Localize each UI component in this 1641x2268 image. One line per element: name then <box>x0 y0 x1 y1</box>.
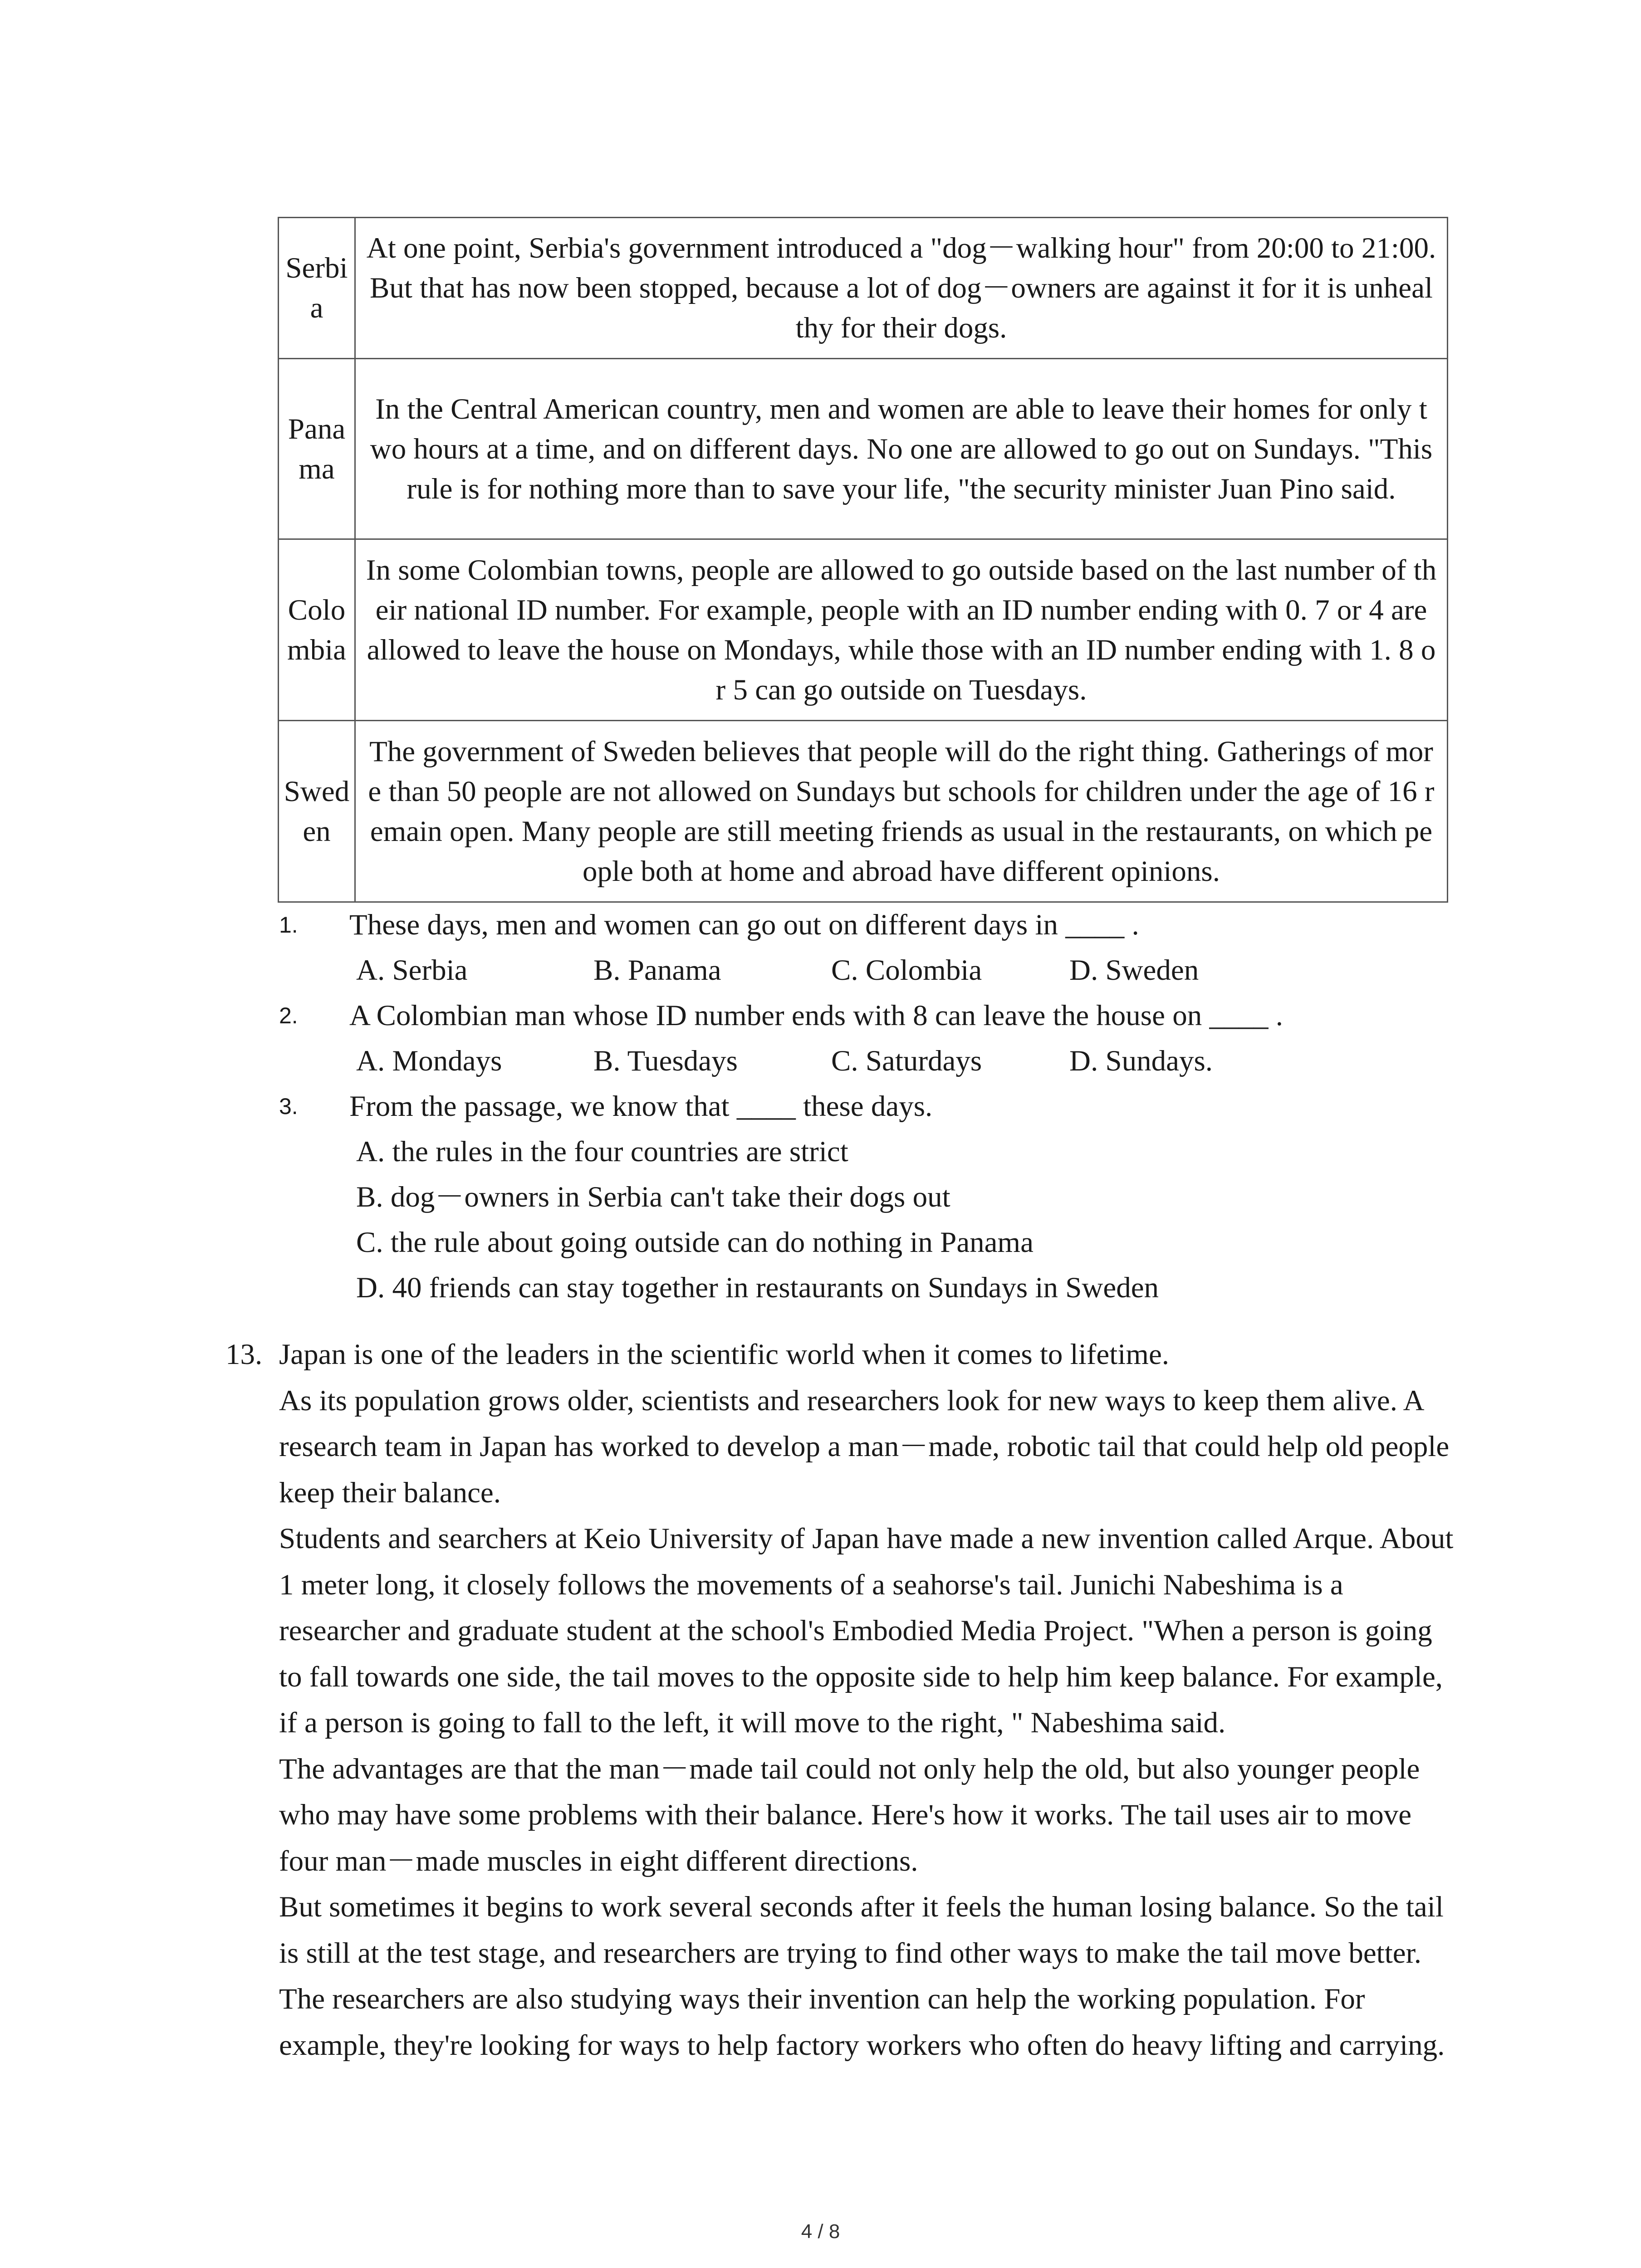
option-d: D. Sweden <box>1069 954 1199 987</box>
country-cell: Colombia <box>279 539 355 721</box>
rule-description-cell: In some Colombian towns, people are allowed to go outside based on the last number of their national ID number. For example, people with an ID number ending with 0. 7 or 4 are allowed to leave the house on Mondays, while those with an ID number ending with 1. 8 or 5 can go outside on Tuesdays. <box>355 539 1448 721</box>
country-cell: Panama <box>279 359 355 539</box>
passage-paragraph: But sometimes it begins to work several seconds after it feels the human losing balance. So the tail is still at the test stage, and researchers are trying to find other ways to make the tail move better. <box>279 1891 1444 1970</box>
option-b: B. Panama <box>593 954 721 987</box>
country-rules-table <box>278 217 1448 903</box>
table-row <box>279 218 1448 359</box>
question-number: 1. <box>279 912 298 938</box>
page-number: 4 / 8 <box>801 2220 840 2243</box>
table-row <box>279 359 1448 539</box>
rule-description-cell: At one point, Serbia's government introduced a "dog－walking hour" from 20:00 to 21:00. But that has now been stopped, because a lot of dog－owners are against it for it is unhealthy for their dogs. <box>355 218 1448 359</box>
passage-paragraph: Students and searchers at Keio University of Japan have made a new invention called Arque. About 1 meter long, it closely follows the movements of a seahorse's tail. Junichi Nabeshima is a researcher and graduate student at the school's Embodied Media Project. "When a person is going to fall towards one side, the tail moves to the opposite side to help him keep balance. For example, if a person is going to fall to the left, it will move to the right, " Nabeshima said. <box>279 1522 1454 1739</box>
option-b: B. Tuesdays <box>593 1045 738 1077</box>
option-a: A. the rules in the four countries are strict <box>356 1135 848 1168</box>
option-d: D. 40 friends can stay together in restaurants on Sundays in Sweden <box>356 1271 1159 1304</box>
question-number: 2. <box>279 1003 298 1028</box>
question-stem: From the passage, we know that ____ these days. <box>349 1090 933 1123</box>
table-row <box>279 721 1448 902</box>
table-row <box>279 539 1448 721</box>
rule-description-cell: The government of Sweden believes that people will do the right thing. Gatherings of more than 50 people are not allowed on Sundays but schools for children under the age of 16 remain open. Many people are still meeting friends as usual in the restaurants, on which people both at home and abroad have different opinions. <box>355 721 1448 902</box>
country-cell: Sweden <box>279 721 355 902</box>
option-b: B. dog－owners in Serbia can't take their dogs out <box>356 1181 950 1213</box>
country-cell: Serbia <box>279 218 355 359</box>
option-c: C. Saturdays <box>831 1045 982 1077</box>
passage-number: 13. <box>225 1338 263 1371</box>
passage-paragraph: Japan is one of the leaders in the scientific world when it comes to lifetime. <box>279 1338 1170 1371</box>
passage-paragraph: As its population grows older, scientists and researchers look for new ways to keep them alive. A research team in Japan has worked to develop a man－made, robotic tail that could help old people keep their balance. <box>279 1384 1450 1509</box>
question-stem: These days, men and women can go out on different days in ____ . <box>349 909 1139 941</box>
question-stem: A Colombian man whose ID number ends with 8 can leave the house on ____ . <box>349 999 1283 1032</box>
passage-13 <box>279 1332 1459 2068</box>
rule-description-cell: In the Central American country, men and women are able to leave their homes for only two hours at a time, and on different days. No one are allowed to go out on Sundays. "This rule is for nothing more than to save your life, "the security minister Juan Pino said. <box>355 359 1448 539</box>
option-d: D. Sundays. <box>1069 1045 1213 1077</box>
question-number: 3. <box>279 1094 298 1119</box>
option-c: C. the rule about going outside can do nothing in Panama <box>356 1226 1034 1259</box>
option-a: A. Mondays <box>356 1045 502 1077</box>
passage-paragraph: The advantages are that the man－made tail could not only help the old, but also younger people who may have some problems with their balance. Here's how it works. The tail uses air to move four man－made muscles in eight different directions. <box>279 1752 1420 1877</box>
option-c: C. Colombia <box>831 954 982 987</box>
passage-paragraph: The researchers are also studying ways their invention can help the working population. For example, they're looking for ways to help factory workers who often do heavy lifting and carrying. <box>279 1983 1445 2062</box>
option-a: A. Serbia <box>356 954 468 987</box>
